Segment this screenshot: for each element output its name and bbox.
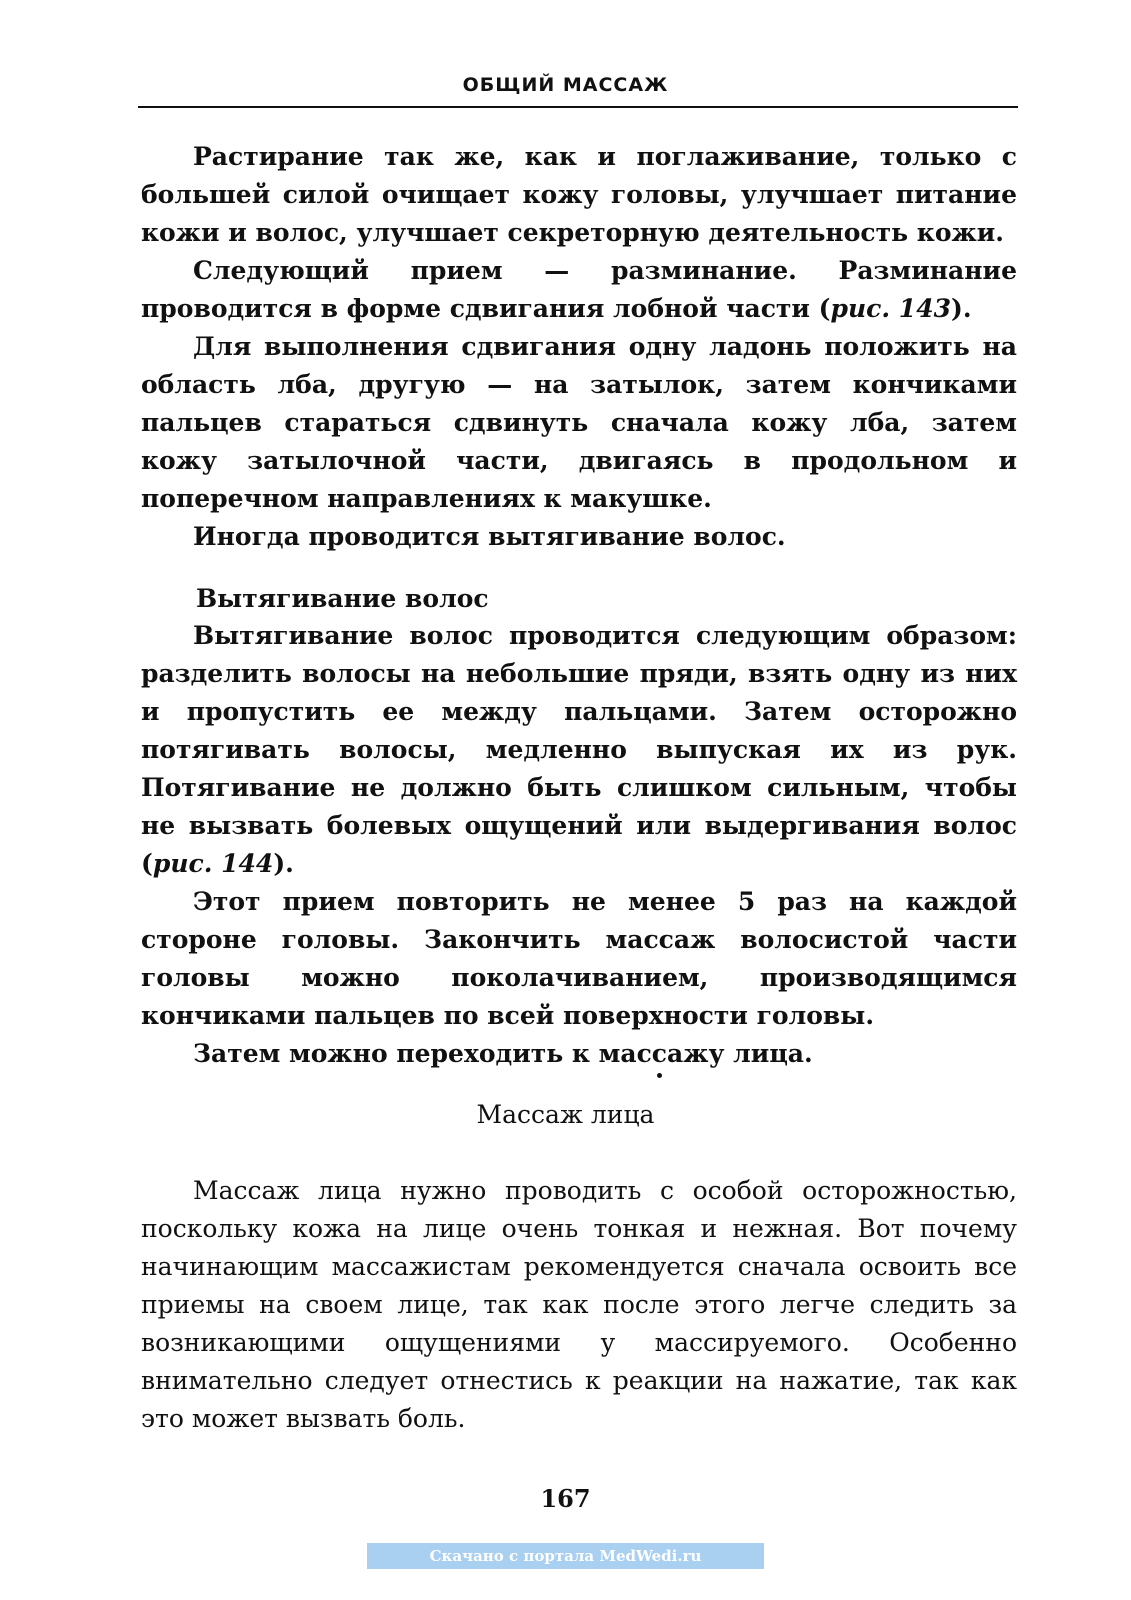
separator-dot xyxy=(657,1073,662,1078)
paragraph-text: Следующий прием — разминание. Разминание проводится в форме сдвигания лобной части ( xyxy=(141,256,1017,323)
header-rule xyxy=(138,106,1018,108)
paragraph: Для выполнения сдвигания одну ладонь положить на область лба, другую — на затылок, затем кончиками пальцев стараться сдвинуть сначала кожу лба, затем кожу затылочной части, двигаясь в продольном и поперечном направлениях к макушке. xyxy=(141,332,1017,513)
paragraph xyxy=(141,617,1017,883)
text-block-face-massage xyxy=(141,1172,1017,1438)
paragraph: Этот прием повторить не менее 5 раз на каждой стороне головы. Закончить массаж волосистой части головы можно поколачиванием, производящимся кончиками пальцев по всей поверхности головы. xyxy=(141,887,1017,1030)
paragraph-text: ). xyxy=(951,294,972,323)
figure-reference: рис. 143 xyxy=(830,294,951,323)
paragraph-text: Вытягивание волос проводится следующим образом: разделить волосы на небольшие пряди, взять одну из них и пропустить ее между пальцами. Затем осторожно потягивать волосы, медленно выпуская их из рук. Потягивание не должно быть слишком сильным, чтобы не вызвать болевых ощущений или выдергивания волос ( xyxy=(141,621,1017,878)
section-heading-face-massage: Массаж лица xyxy=(476,1100,655,1129)
page-number: 167 xyxy=(540,1484,591,1513)
paragraph-text: ). xyxy=(273,849,294,878)
running-head: ОБЩИЙ МАССАЖ xyxy=(462,74,669,96)
text-block-hair-stretching xyxy=(141,617,1017,1073)
paragraph xyxy=(141,252,1017,328)
paragraph: Массаж лица нужно проводить с особой осторожностью, поскольку кожа на лице очень тонкая и нежная. Вот почему начинающим массажистам рекомендуется сначала освоить все приемы на своем лице, так как после этого легче следить за возникающими ощущениями у массируемого. Особенно внимательно следует отнестись к реакции на нажатие, так как это может вызвать боль. xyxy=(141,1176,1017,1433)
text-block-rubbing xyxy=(141,138,1017,556)
watermark-banner: Скачано с портала MedWedi.ru xyxy=(367,1543,764,1569)
paragraph: Затем можно переходить к массажу лица. xyxy=(193,1039,813,1068)
paragraph: Растирание так же, как и поглаживание, только с большей силой очищает кожу головы, улучшает питание кожи и волос, улучшает секреторную деятельность кожи. xyxy=(141,142,1017,247)
paragraph: Иногда проводится вытягивание волос. xyxy=(193,522,786,551)
figure-reference: рис. 144 xyxy=(152,849,274,878)
section-heading-hair-stretching: Вытягивание волос xyxy=(196,584,489,613)
